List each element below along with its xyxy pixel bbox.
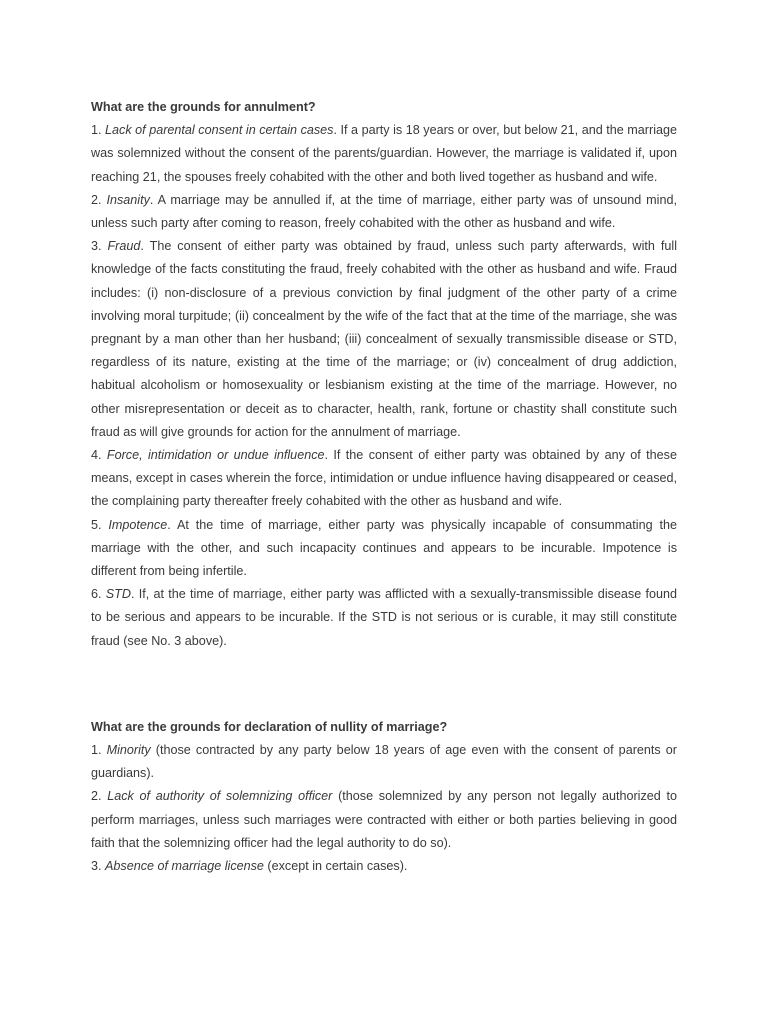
- item-number: 6.: [91, 587, 106, 602]
- item-text: (those solemnized by any person not legally authorized to perform marriages, unless such marriages were contracted with either or both parties believing in good faith that the solemnizing officer had the legal authority to do so).: [91, 789, 677, 850]
- item-text: (those contracted by any party below 18 years of age even with the consent of parents or guardians).: [91, 743, 677, 781]
- item-text: (except in certain cases).: [263, 859, 408, 874]
- item-number: 2.: [91, 192, 107, 207]
- item-term: Insanity: [106, 192, 150, 207]
- item-term: Lack of authority of solemnizing officer: [107, 789, 333, 804]
- item-number: 4.: [91, 448, 107, 463]
- item-number: 5.: [91, 517, 109, 532]
- nullity-item-2: [91, 785, 677, 855]
- item-number: 3.: [91, 239, 108, 254]
- item-term: Lack of parental consent in certain cases: [105, 123, 334, 138]
- document-page: [91, 96, 677, 878]
- section-spacer: [91, 653, 677, 716]
- annulment-item-4: [91, 444, 677, 514]
- item-number: 2.: [91, 789, 108, 804]
- item-number: 3.: [91, 859, 106, 874]
- item-text: . If the consent of either party was obtained by any of these means, except in cases wherein the force, intimidation or undue influence having disappeared or ceased, the complaining party thereafter freely cohabited with the other as husband and wife.: [91, 448, 677, 509]
- annulment-item-6: [91, 583, 677, 653]
- nullity-item-3: [91, 855, 677, 878]
- nullity-item-1: [91, 739, 677, 785]
- item-text: . A marriage may be annulled if, at the time of marriage, either party was of unsound mind, unless such party after coming to reason, freely cohabited with the other as husband and wife.: [91, 192, 677, 231]
- item-text: . At the time of marriage, either party was physically incapable of consummating the marriage with the other, and such incapacity continues and appears to be incurable. Impotence is different from being infertile.: [91, 517, 677, 579]
- item-term: Fraud: [107, 239, 141, 254]
- annulment-heading: What are the grounds for annulment?: [91, 100, 316, 114]
- item-term: Force, intimidation or undue influence: [106, 448, 325, 463]
- annulment-item-5: [91, 514, 677, 584]
- annulment-item-2: [91, 189, 677, 235]
- item-term: Minority: [106, 743, 151, 758]
- item-term: Absence of marriage license: [105, 859, 264, 874]
- item-text: . If a party is 18 years or over, but below 21, and the marriage was solemnized without the consent of the parents/guardian. However, the marriage is validated if, upon reaching 21, the spouses freely cohabited with the other and both lived together as husband and wife.: [91, 123, 677, 184]
- annulment-item-1: [91, 119, 677, 189]
- item-text: . The consent of either party was obtained by fraud, unless such party afterwards, with full knowledge of the facts constituting the fraud, freely cohabited with the other as husband and wife. Fraud includes: (i) non-disclosure of a previous conviction by final judgment of the other party of a crime involving moral turpitude; (ii) concealment by the wife of the fact that at the time of the marriage, she was pregnant by a man other than her husband; (iii) concealment of sexually transmissible disease or STD, regardless of its nature, existing at the time of the marriage; or (iv) concealment of drug addiction, habitual alcoholism or homosexuality or lesbianism existing at the time of the marriage. However, no other misrepresentation or deceit as to character, health, rank, fortune or chastity shall constitute such fraud as will give grounds for action for the annulment of marriage.: [91, 239, 677, 439]
- item-number: 1.: [91, 123, 106, 138]
- annulment-item-3: [91, 235, 677, 444]
- nullity-heading: What are the grounds for declaration of nullity of marriage?: [91, 719, 448, 734]
- item-term: Impotence: [108, 517, 168, 532]
- item-text: . If, at the time of marriage, either party was afflicted with a sexually-transmissible disease found to be serious and appears to be incurable. If the STD is not serious or is curable, it may still constitute fraud (see No. 3 above).: [91, 587, 677, 648]
- item-term: STD: [105, 587, 131, 602]
- item-number: 1.: [91, 743, 107, 758]
